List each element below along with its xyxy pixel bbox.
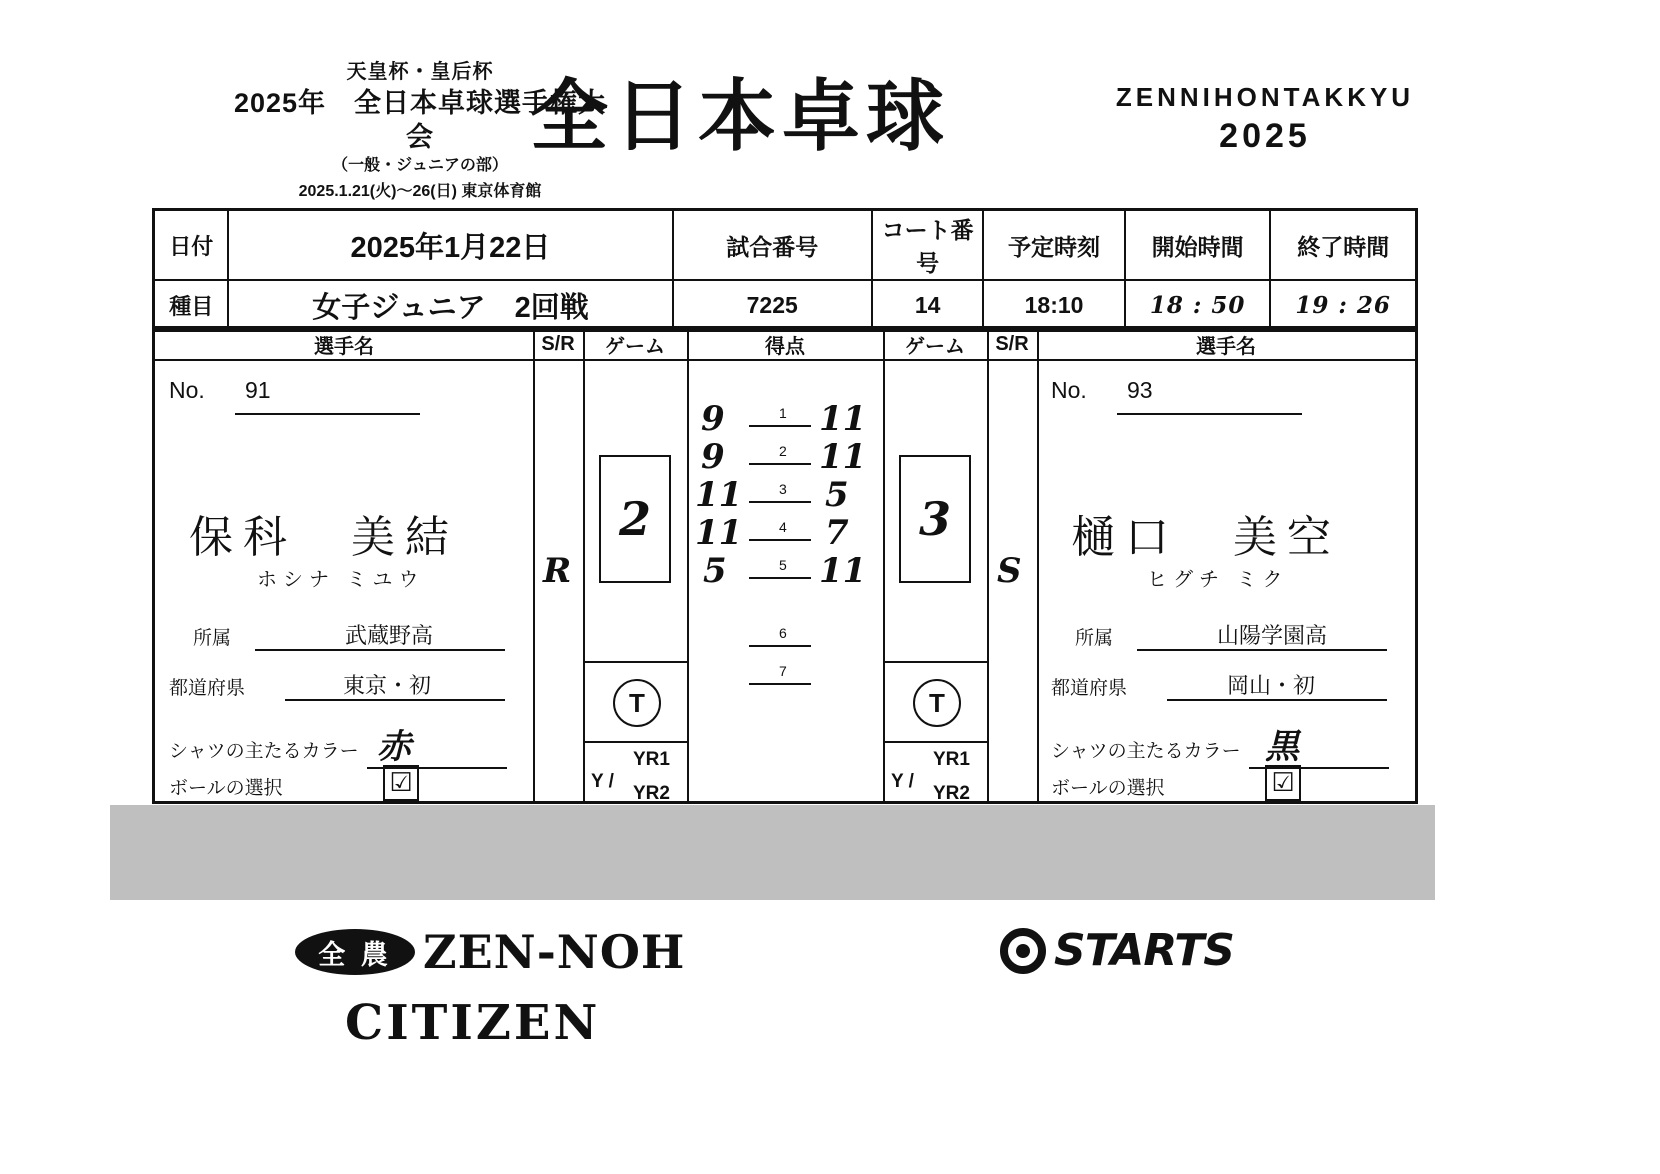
scheduled-time-value: 18:10 xyxy=(983,280,1124,331)
right-sr-block xyxy=(987,361,1037,801)
right-player-no-label: No. xyxy=(1051,377,1087,403)
start-time-label: 開始時間 xyxy=(1125,210,1271,281)
tournament-dates-line: 2025.1.21(火)〜26(日) 東京体育館 xyxy=(298,182,542,200)
left-game-divider-2 xyxy=(583,741,687,743)
score-right-1: 11 xyxy=(819,399,867,439)
right-player-name: 樋口 美空 xyxy=(1071,512,1341,563)
match-body-table xyxy=(152,326,1418,804)
right-prefecture-underline xyxy=(1167,699,1387,701)
event-label: 種目 xyxy=(154,280,229,331)
left-affiliation-value: 武蔵野高 xyxy=(345,623,434,648)
left-affiliation-underline xyxy=(255,649,505,651)
info-row-bottom xyxy=(154,280,1417,331)
score-left-5: 5 xyxy=(703,551,727,591)
col-header-sr-left: S/R xyxy=(533,329,583,361)
score-game-no-2: 2 xyxy=(779,443,787,459)
left-player-name: 保科 美結 xyxy=(189,512,459,563)
scheduled-time-label: 予定時刻 xyxy=(983,210,1124,281)
score-rule-4 xyxy=(749,539,811,541)
col-header-points: 得点 xyxy=(687,329,883,361)
right-player-kana: ヒグチ ミク xyxy=(1147,569,1289,591)
tournament-category-line: （一般・ジュニアの部） xyxy=(332,156,508,174)
right-prefecture-label: 都道府県 xyxy=(1051,678,1128,699)
score-game-no-1: 1 xyxy=(779,405,787,421)
right-affiliation-value: 山陽学園高 xyxy=(1217,623,1328,648)
col-header-player-right: 選手名 xyxy=(1037,329,1415,361)
left-player-no-value: 91 xyxy=(245,377,271,403)
score-game-no-5: 5 xyxy=(779,557,787,573)
match-info-table xyxy=(152,208,1418,332)
citizen-logo: CITIZEN xyxy=(345,995,601,1051)
left-y-slash: Y / xyxy=(591,771,614,792)
zennoh-mark: 全 農 xyxy=(295,929,415,975)
col-header-game-left: ゲーム xyxy=(583,329,687,361)
info-row-top xyxy=(154,210,1417,281)
right-games-won: 3 xyxy=(899,455,971,583)
event-romaji: ZENNIHONTAKKYU xyxy=(1115,82,1415,112)
court-no-label: コート番号 xyxy=(872,210,983,281)
zennoh-wordmark: ZEN-NOH xyxy=(423,925,686,979)
match-no-value: 7225 xyxy=(673,280,872,331)
left-player-no-label: No. xyxy=(169,377,205,403)
score-right-3: 5 xyxy=(825,475,849,515)
end-time-label: 終了時間 xyxy=(1270,210,1416,281)
left-ball-checkbox[interactable]: ☑ xyxy=(383,765,419,801)
score-rule-6 xyxy=(749,645,811,647)
left-player-kana: ホシナ ミユウ xyxy=(257,569,425,591)
event-value: 女子ジュニア 2回戦 xyxy=(228,280,672,331)
starts-logo xyxy=(1000,925,1234,976)
left-sr-value: R xyxy=(543,551,572,591)
left-prefecture-value: 東京・初 xyxy=(343,673,432,698)
date-value: 2025年1月22日 xyxy=(228,210,672,281)
col-header-sr-right: S/R xyxy=(987,329,1037,361)
left-game-divider-1 xyxy=(583,661,687,663)
left-shirt-color-label: シャツの主たるカラー xyxy=(169,741,359,762)
right-game-divider-1 xyxy=(883,661,987,663)
left-no-underline xyxy=(235,413,420,415)
score-left-2: 9 xyxy=(701,437,725,477)
right-y-slash: Y / xyxy=(891,771,914,792)
left-affiliation-label: 所属 xyxy=(193,628,232,649)
court-no-value: 14 xyxy=(872,280,983,331)
score-right-5: 11 xyxy=(819,551,867,591)
right-player-block xyxy=(1037,361,1415,801)
left-games-won: 2 xyxy=(599,455,671,583)
left-yr2: YR2 xyxy=(633,783,670,804)
left-prefecture-label: 都道府県 xyxy=(169,678,246,699)
right-yr1: YR1 xyxy=(933,749,970,770)
starts-mark-icon xyxy=(1000,928,1046,974)
right-affiliation-underline xyxy=(1137,649,1387,651)
score-game-no-4: 4 xyxy=(779,519,787,535)
zennoh-logo xyxy=(295,925,685,979)
sponsor-logos xyxy=(0,905,1660,1085)
right-no-underline xyxy=(1117,413,1302,415)
right-prefecture-value: 岡山・初 xyxy=(1227,673,1316,698)
right-game-block xyxy=(883,361,987,804)
right-player-no-value: 93 xyxy=(1127,377,1153,403)
left-ball-choice-label: ボールの選択 xyxy=(169,778,283,799)
end-time-value: 19 : 26 xyxy=(1270,280,1416,331)
right-game-divider-2 xyxy=(883,741,987,743)
score-rule-7 xyxy=(749,683,811,685)
col-header-player-left: 選手名 xyxy=(155,329,533,361)
score-game-no-3: 3 xyxy=(779,481,787,497)
page-header xyxy=(150,60,1570,200)
right-timeout-circle[interactable]: T xyxy=(913,679,961,727)
left-game-block xyxy=(583,361,687,804)
score-rule-1 xyxy=(749,425,811,427)
left-timeout-circle[interactable]: T xyxy=(613,679,661,727)
left-sr-block xyxy=(533,361,583,801)
event-romaji-block xyxy=(1100,82,1430,156)
left-yr1: YR1 xyxy=(633,749,670,770)
score-right-4: 7 xyxy=(825,513,849,553)
right-affiliation-label: 所属 xyxy=(1075,628,1114,649)
score-game-no-6: 6 xyxy=(779,625,787,641)
right-ball-choice-label: ボールの選択 xyxy=(1051,778,1165,799)
tournament-name-line: 2025年 全日本卓球選手権大会 xyxy=(233,88,607,152)
date-label: 日付 xyxy=(154,210,229,281)
col-header-game-right: ゲーム xyxy=(883,329,987,361)
score-left-1: 9 xyxy=(701,399,725,439)
score-left-3: 11 xyxy=(695,475,743,515)
score-left-4: 11 xyxy=(695,513,743,553)
score-rule-3 xyxy=(749,501,811,503)
left-prefecture-underline xyxy=(285,699,505,701)
event-year: 2025 xyxy=(1219,117,1311,155)
right-shirt-color-value: 黒 xyxy=(1265,727,1299,767)
match-no-label: 試合番号 xyxy=(673,210,872,281)
score-rule-5 xyxy=(749,577,811,579)
right-shirt-color-label: シャツの主たるカラー xyxy=(1051,741,1241,762)
right-yr2: YR2 xyxy=(933,783,970,804)
start-time-value: 18 : 50 xyxy=(1125,280,1271,331)
left-shirt-color-value: 赤 xyxy=(377,727,411,767)
event-title-logo: 全日本卓球 xyxy=(530,72,951,162)
left-player-block xyxy=(155,361,533,801)
tournament-cup-line: 天皇杯・皇后杯 xyxy=(346,61,494,83)
redaction-bar xyxy=(110,805,1435,900)
starts-wordmark: STARTS xyxy=(1054,925,1234,976)
score-ladder-block xyxy=(687,361,883,801)
right-ball-checkbox[interactable]: ☑ xyxy=(1265,765,1301,801)
right-sr-value: S xyxy=(997,551,1022,591)
score-right-2: 11 xyxy=(819,437,867,477)
score-game-no-7: 7 xyxy=(779,663,787,679)
score-rule-2 xyxy=(749,463,811,465)
